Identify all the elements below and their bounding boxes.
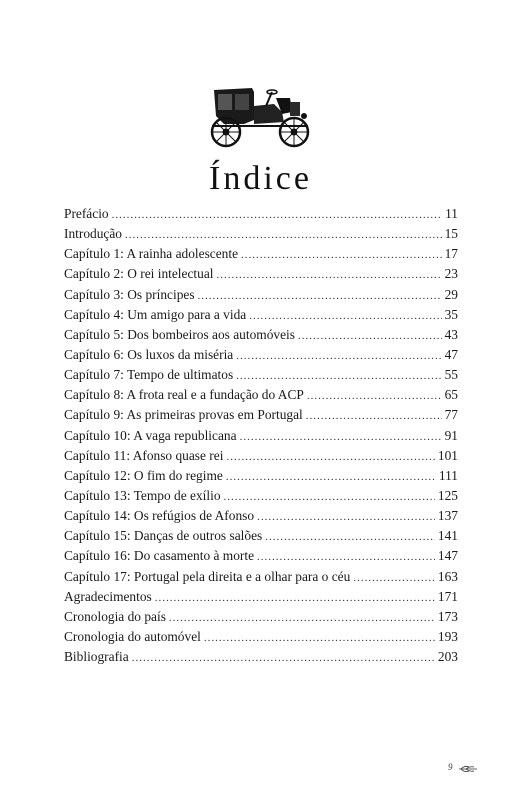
toc-entry[interactable] [64,264,458,284]
toc-entry-title: Capítulo 6: Os luxos da miséria [64,346,234,362]
dot-leader [353,568,435,588]
toc-entry-title: Bibliografia [64,649,129,665]
toc-entry[interactable] [64,446,458,466]
toc-entry-title: Capítulo 17: Portugal pela direita e a olhar para o céu [64,568,351,584]
toc-entry-page-number: 65 [444,387,458,403]
toc-entry[interactable] [64,365,458,385]
toc-entry-page-number: 203 [437,649,458,665]
toc-entry-page-number: 147 [437,548,458,564]
toc-entry[interactable] [64,325,458,345]
dot-leader [241,245,442,265]
leaf-ornament-icon [458,764,478,774]
toc-entry-title: Cronologia do país [64,608,166,624]
toc-entry-title: Capítulo 10: A vaga republicana [64,427,237,443]
toc-entry-page-number: 17 [444,246,458,262]
dot-leader [307,386,442,406]
toc-entry[interactable] [64,305,458,325]
vintage-car-icon [204,86,316,148]
dot-leader [125,225,442,245]
toc-entry-title: Capítulo 3: Os príncipes [64,286,195,302]
toc-entry-page-number: 193 [437,628,458,644]
toc-entry[interactable] [64,506,458,526]
dot-leader [132,648,435,668]
dot-leader [257,507,435,527]
toc-entry-title: Capítulo 1: A rainha adolescente [64,246,239,262]
toc-entry-title: Capítulo 11: Afonso quase rei [64,447,224,463]
dot-leader [198,286,442,306]
dot-leader [226,467,436,487]
toc-entry-page-number: 29 [444,286,458,302]
dot-leader [204,628,435,648]
table-of-contents [64,204,458,667]
dot-leader [155,588,435,608]
toc-entry[interactable] [64,426,458,446]
toc-entry-page-number: 35 [444,306,458,322]
dot-leader [217,265,442,285]
toc-entry-page-number: 111 [438,467,458,483]
toc-entry[interactable] [64,204,458,224]
toc-entry[interactable] [64,345,458,365]
toc-entry[interactable] [64,647,458,667]
dot-leader [224,487,435,507]
dot-leader [169,608,435,628]
toc-entry-title: Introdução [64,226,123,242]
toc-entry-page-number: 125 [437,487,458,503]
dot-leader [112,205,442,225]
toc-entry-page-number: 11 [445,206,458,221]
toc-entry-title: Capítulo 14: Os refúgios de Afonso [64,508,255,524]
toc-entry-page-number: 171 [437,588,458,604]
toc-entry-title: Capítulo 7: Tempo de ultimatos [64,367,234,383]
dot-leader [257,547,435,567]
toc-entry[interactable] [64,486,458,506]
toc-entry[interactable] [64,385,458,405]
toc-entry-title: Agradecimentos [64,588,152,604]
dot-leader [249,306,441,326]
toc-entry-page-number: 55 [444,367,458,383]
dot-leader [298,326,442,346]
dot-leader [265,527,435,547]
page-title: Índice [209,160,312,197]
toc-entry-page-number: 47 [444,346,458,362]
dot-leader [306,406,442,426]
page-number: 9 [448,762,453,772]
toc-entry-page-number: 173 [437,608,458,624]
toc-entry-title: Capítulo 4: Um amigo para a vida [64,306,247,322]
toc-entry-title: Capítulo 16: Do casamento à morte [64,548,255,564]
toc-entry[interactable] [64,546,458,566]
toc-entry[interactable] [64,466,458,486]
toc-entry[interactable] [64,526,458,546]
toc-entry[interactable] [64,587,458,607]
toc-entry[interactable] [64,285,458,305]
toc-entry-page-number: 77 [444,407,458,423]
toc-entry-title: Capítulo 15: Danças de outros salões [64,528,263,544]
toc-entry-page-number: 23 [444,266,458,282]
toc-entry-title: Capítulo 9: As primeiras provas em Portugal [64,407,303,423]
toc-entry[interactable] [64,244,458,264]
toc-entry-title: Capítulo 5: Dos bombeiros aos automóveis [64,326,295,342]
toc-entry-title: Capítulo 2: O rei intelectual [64,266,214,282]
toc-entry-page-number: 101 [437,447,458,463]
toc-entry[interactable] [64,567,458,587]
toc-entry-page-number: 91 [444,427,458,443]
dot-leader [226,447,434,467]
toc-entry-title: Capítulo 8: A frota real e a fundação do ACP [64,387,304,403]
dot-leader [236,366,441,386]
toc-entry-title: Capítulo 13: Tempo de exílio [64,487,221,503]
toc-entry[interactable] [64,224,458,244]
toc-entry-title: Cronologia do automóvel [64,628,201,644]
toc-entry-page-number: 15 [444,226,458,242]
dot-leader [240,427,442,447]
toc-entry-title: Prefácio [64,206,109,221]
toc-entry[interactable] [64,607,458,627]
toc-entry-title: Capítulo 12: O fim do regime [64,467,223,483]
toc-entry[interactable] [64,627,458,647]
toc-entry-page-number: 163 [437,568,458,584]
toc-entry-page-number: 43 [444,326,458,342]
toc-entry[interactable] [64,405,458,425]
dot-leader [236,346,441,366]
toc-entry-page-number: 137 [437,508,458,524]
toc-entry-page-number: 141 [437,528,458,544]
